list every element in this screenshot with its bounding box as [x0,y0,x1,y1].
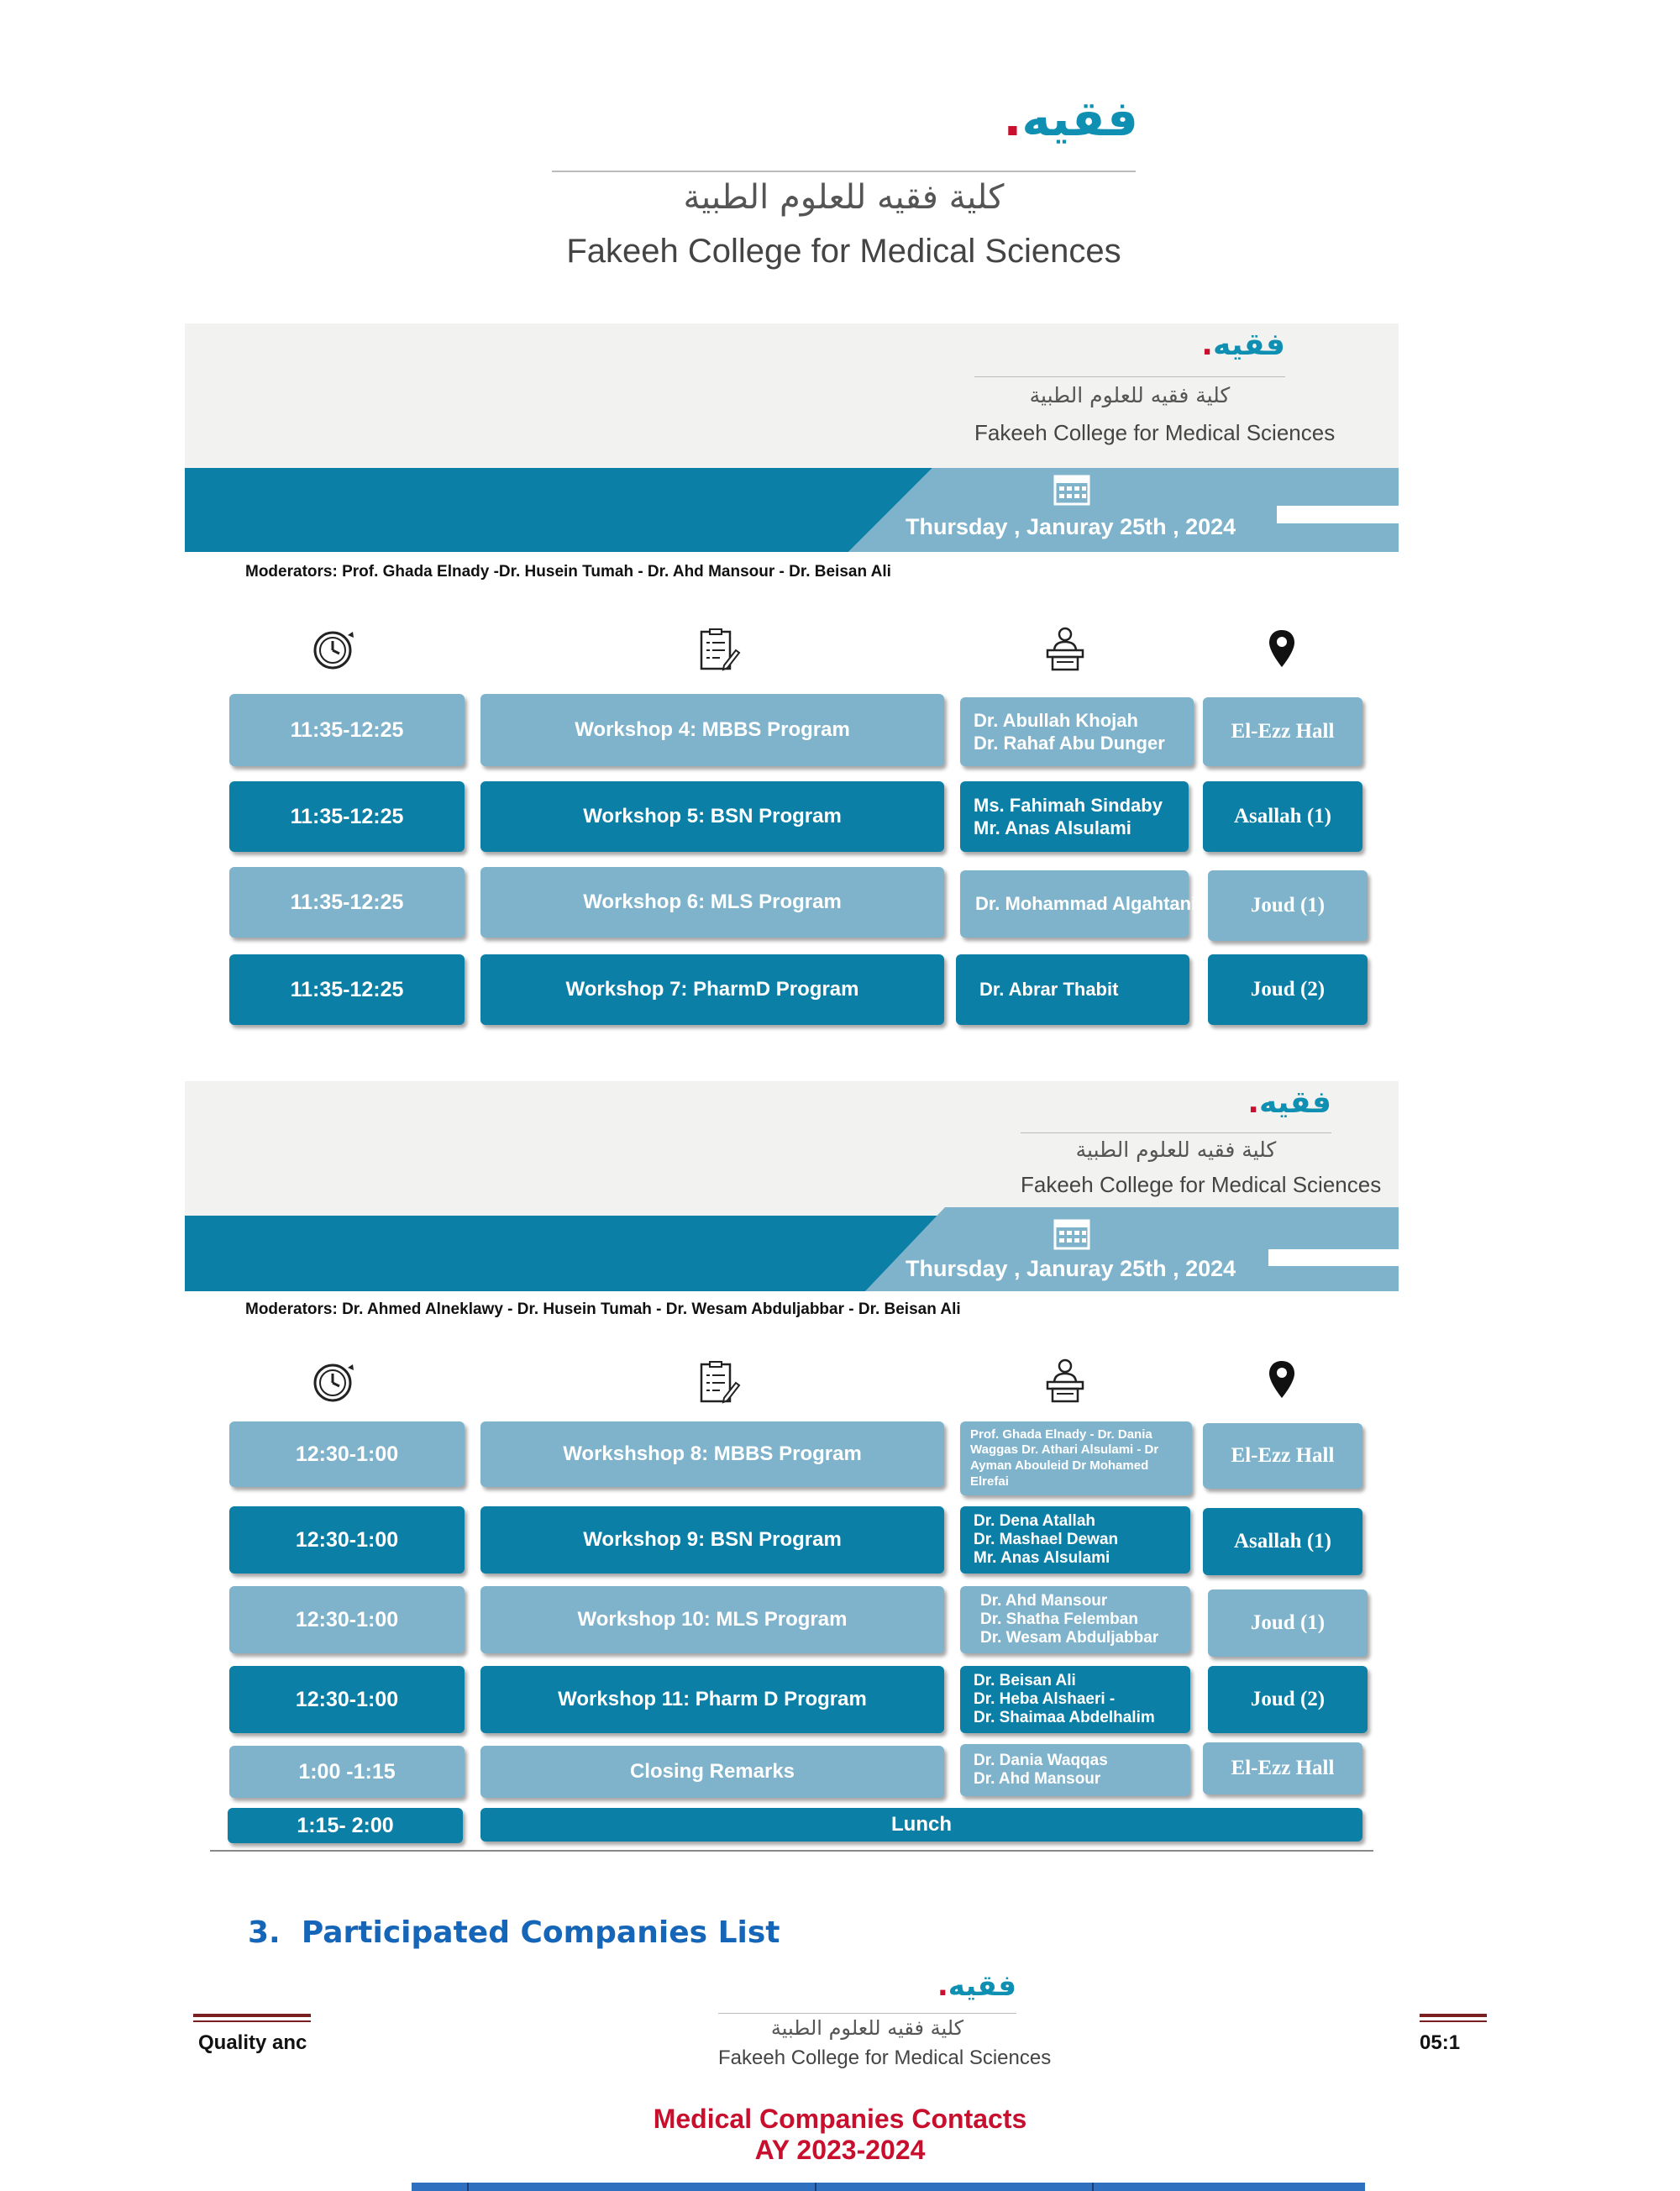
footer-right-text: 05:1 [1420,2031,1461,2054]
footer-rule-left [193,2014,311,2017]
hall-cell: Asallah (1) [1203,781,1362,852]
time-cell: 12:30-1:00 [229,1421,465,1487]
calendar-icon [1053,1216,1090,1250]
presenters-cell: Prof. Ghada Elnady - Dr. Dania Waggas Dr. Athari Alsulami - Dr Ayman Abouleid Dr Mohamed Elrefai [960,1421,1192,1495]
footer-rule-right [1420,2014,1487,2017]
panel-logo-arabic: كلية فقيه للعلوم الطبية [1029,383,1231,407]
hall-cell: Joud (1) [1208,1589,1368,1657]
moderators-line: Moderators: Dr. Ahmed Alneklawy - Dr. Husein Tumah - Dr. Wesam Abduljabbar - Dr. Beisan Ali [245,1300,961,1318]
section-heading: 3. Participated Companies List [248,1915,780,1950]
table-col-divider [1092,2183,1094,2191]
hall-cell: Asallah (1) [1203,1508,1362,1575]
presenters-cell: Dr. Abullah Khojah Dr. Rahaf Abu Dunger [960,697,1194,766]
time-cell: 11:35-12:25 [229,694,465,766]
logo-english-name: Fakeeh College for Medical Sciences [566,233,1121,270]
workshop-cell: Workshop 7: PharmD Program [480,954,944,1025]
time-cell: 11:35-12:25 [229,781,465,852]
checklist-icon [699,628,743,674]
location-pin-icon [1267,628,1297,672]
time-cell: 11:35-12:25 [229,867,465,938]
companies-title: Medical Companies Contacts AY 2023-2024 [653,2104,1027,2165]
logo-divider [552,171,1136,172]
session-date: Thursday , Januray 25th , 2024 [906,1256,1236,1281]
presenters-cell: Dr. Dania Waqqas Dr. Ahd Mansour [960,1744,1190,1796]
panel-logo-english: Fakeeh College for Medical Sciences [1021,1172,1382,1197]
panel-bottom-rule [210,1850,1373,1852]
time-cell: 11:35-12:25 [229,954,465,1025]
logo-wordmark: فقيه. [1003,90,1138,147]
presenters-cell: Dr. Dena Atallah Dr. Mashael Dewan Mr. Anas Alsulami [960,1506,1190,1574]
panel-logo-divider [1021,1132,1331,1133]
hall-cell: El-Ezz Hall [1203,697,1362,766]
speaker-podium-icon [1044,626,1086,671]
moderators-line: Moderators: Prof. Ghada Elnady -Dr. Husein Tumah - Dr. Ahd Mansour - Dr. Beisan Ali [245,563,891,581]
clock-icon [311,1361,358,1403]
companies-logo-wordmark: فقيه. [937,1969,1016,2003]
footer-left-text: Quality anc [198,2031,307,2054]
table-col-divider [815,2183,816,2191]
workshop-cell: Workshshop 8: MBBS Program [480,1421,944,1487]
panel-logo-wordmark: فقيه. [1201,328,1285,362]
hall-cell: Joud (2) [1208,954,1368,1025]
time-cell: 12:30-1:00 [229,1506,465,1574]
session-date: Thursday , Januray 25th , 2024 [906,514,1236,539]
companies-logo-arabic: كلية فقيه للعلوم الطبية [770,2016,964,2040]
companies-logo-english: Fakeeh College for Medical Sciences [718,2047,1052,2069]
hall-cell: Joud (1) [1208,870,1368,941]
table-col-divider [467,2183,469,2191]
time-cell: 1:00 -1:15 [229,1746,465,1798]
workshop-cell: Workshop 5: BSN Program [480,781,944,852]
workshop-cell: Workshop 11: Pharm D Program [480,1666,944,1733]
lunch-cell: Lunch [480,1808,1362,1842]
presenters-cell: Ms. Fahimah Sindaby Mr. Anas Alsulami [960,781,1189,852]
workshop-cell: Workshop 10: MLS Program [480,1586,944,1653]
panel-logo-arabic: كلية فقيه للعلوم الطبية [1075,1138,1277,1162]
hall-cell: El-Ezz Hall [1203,1742,1362,1794]
time-cell: 12:30-1:00 [229,1666,465,1733]
location-pin-icon [1267,1359,1297,1403]
companies-logo-divider [718,2013,1016,2014]
presenters-cell: Dr. Mohammad Algahtani [960,870,1189,938]
presenters-cell: Dr. Ahd Mansour Dr. Shatha Felemban Dr. Wesam Abduljabbar [960,1586,1190,1653]
panel-logo-english: Fakeeh College for Medical Sciences [974,420,1336,445]
workshop-cell: Workshop 4: MBBS Program [480,694,944,766]
hall-cell: El-Ezz Hall [1203,1423,1362,1489]
footer-rule-left-thin [193,2020,311,2022]
workshop-cell: Closing Remarks [480,1746,944,1798]
panel-logo-wordmark: فقيه. [1247,1085,1331,1120]
table-header-strip [412,2183,1365,2191]
presenters-cell: Dr. Abrar Thabit [956,954,1189,1025]
checklist-icon [699,1361,743,1406]
workshop-cell: Workshop 6: MLS Program [480,867,944,938]
panel-logo-divider [974,376,1285,377]
time-cell: 12:30-1:00 [229,1586,465,1653]
hall-cell: Joud (2) [1208,1666,1368,1733]
speaker-podium-icon [1044,1358,1086,1403]
logo-arabic-name: كلية فقيه للعلوم الطبية [683,178,1005,217]
presenters-cell: Dr. Beisan Ali Dr. Heba Alshaeri - Dr. Shaimaa Abdelhalim [960,1666,1190,1733]
time-cell: 1:15- 2:00 [228,1808,463,1843]
calendar-icon [1053,472,1090,506]
footer-rule-right-thin [1420,2020,1487,2022]
workshop-cell: Workshop 9: BSN Program [480,1506,944,1574]
clock-icon [311,628,358,670]
